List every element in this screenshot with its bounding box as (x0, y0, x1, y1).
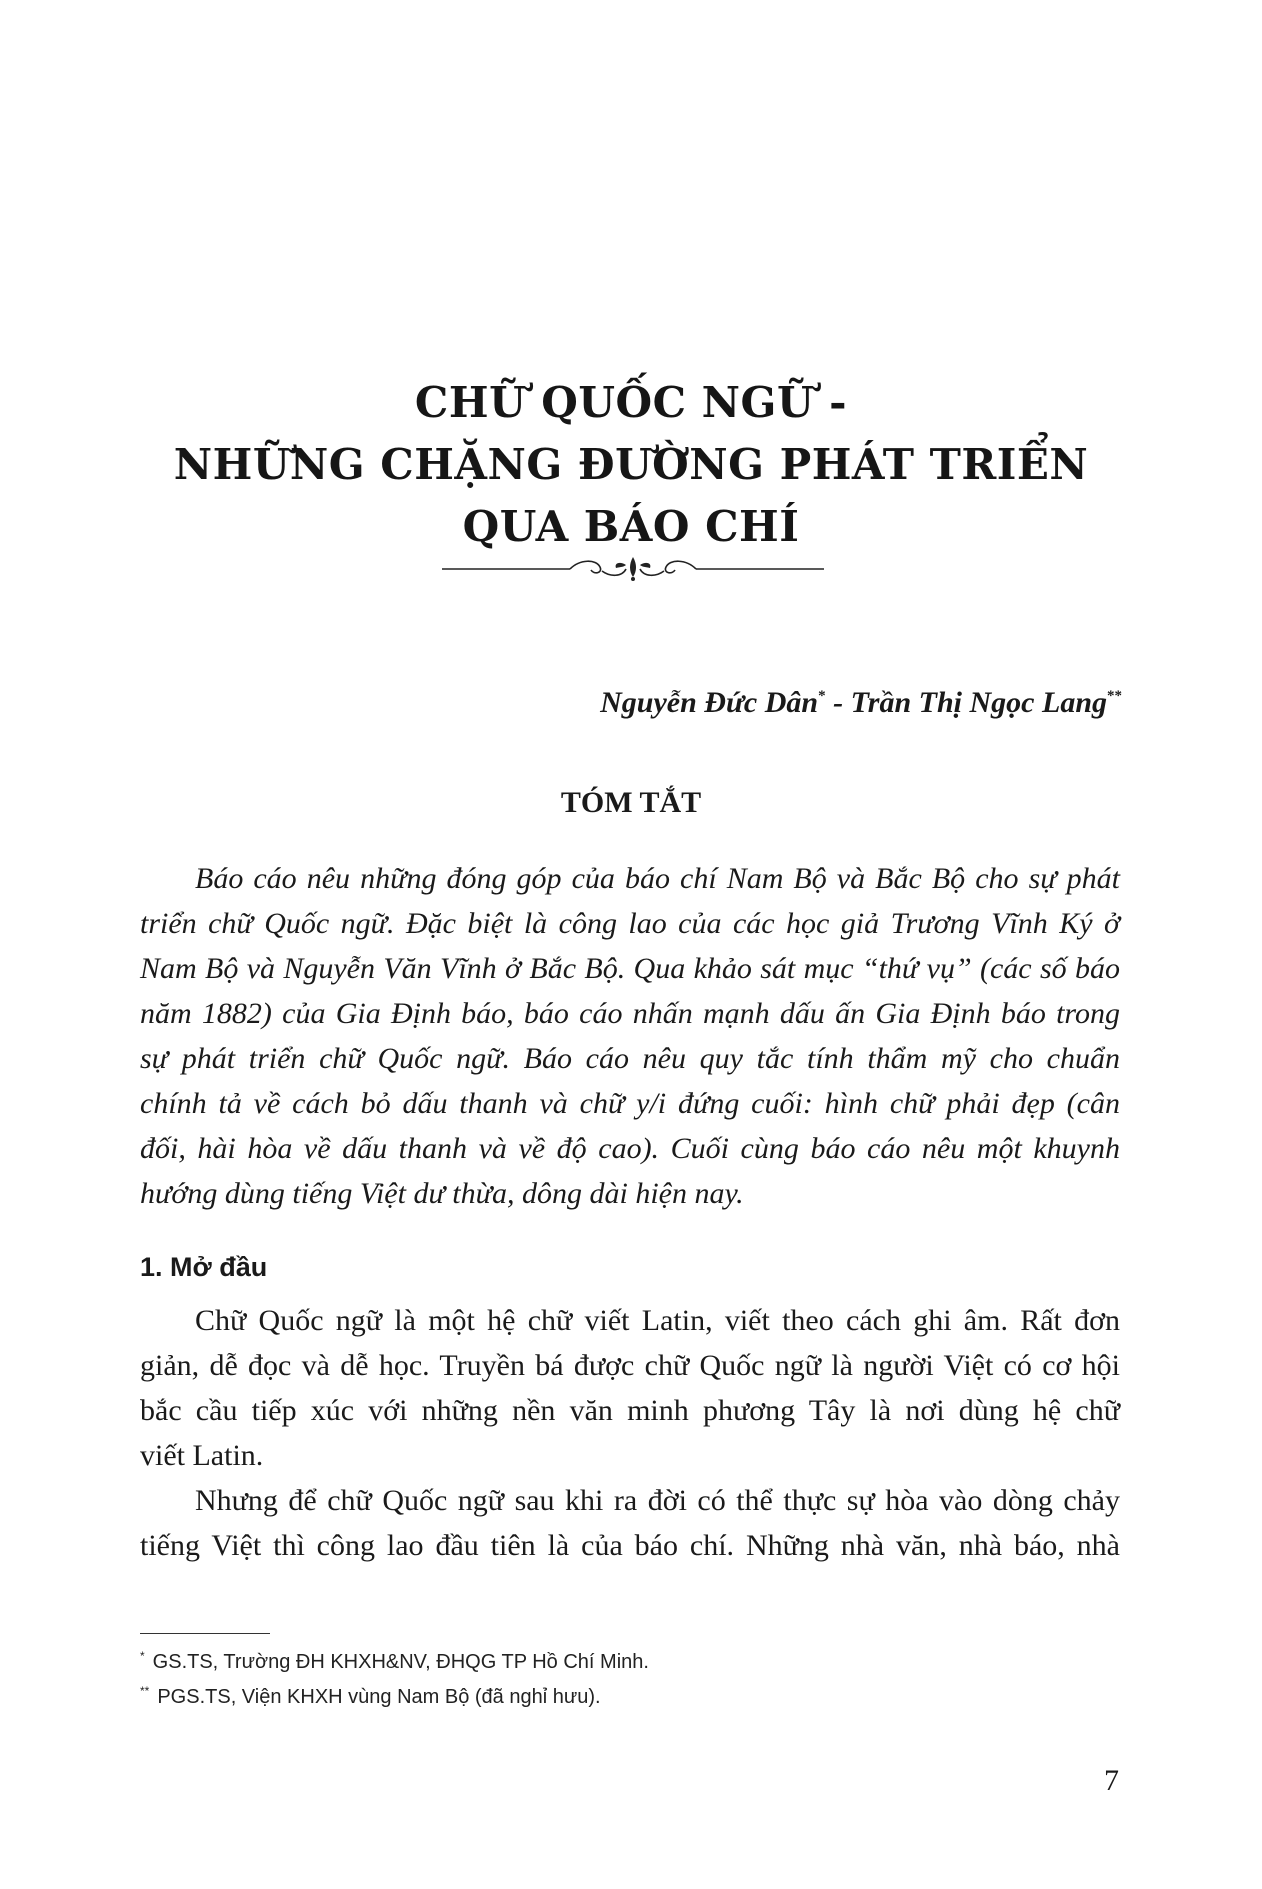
title-line-2: NHỮNG CHẶNG ĐƯỜNG PHÁT TRIỂN (173, 440, 1089, 489)
footnote-1-mark: * (140, 1649, 145, 1663)
paragraph-line: bắc cầu tiếp xúc với những nền văn minh phương Tây là nơi dùng hệ chữ (140, 1394, 1120, 1427)
paragraph-line: viết Latin. (140, 1439, 264, 1472)
paragraph-line: tiếng Việt thì công lao đầu tiên là của báo chí. Những nhà văn, nhà báo, nhà (140, 1529, 1120, 1562)
abstract-line: Nam Bộ và Nguyễn Văn Vĩnh ở Bắc Bộ. Qua khảo sát mục “thứ vụ” (các số báo (140, 952, 1120, 985)
author-1-footnote-mark: * (818, 688, 826, 704)
author-separator: - (825, 686, 851, 719)
paragraph-1 (140, 1298, 1120, 1478)
abstract-body (140, 856, 1120, 1216)
page-number: 7 (1104, 1764, 1119, 1797)
abstract-heading: TÓM TẮT (560, 786, 702, 819)
title-ornament-divider (440, 555, 826, 583)
author-2-footnote-mark: ** (1107, 688, 1122, 704)
section-heading: 1. Mở đầu (140, 1252, 268, 1282)
abstract-line: đối, hài hòa về dấu thanh và về độ cao). Cuối cùng báo cáo nêu một khuynh (140, 1132, 1120, 1165)
article-title (150, 372, 1112, 558)
paragraph-line: giản, dễ đọc và dễ học. Truyền bá được chữ Quốc ngữ là người Việt có cơ hội (140, 1349, 1120, 1382)
abstract-line: sự phát triển chữ Quốc ngữ. Báo cáo nêu quy tắc tính thẩm mỹ cho chuẩn (140, 1042, 1120, 1075)
abstract-line: Báo cáo nêu những đóng góp của báo chí Nam Bộ và Bắc Bộ cho sự phát (195, 862, 1120, 895)
paragraph-line: Chữ Quốc ngữ là một hệ chữ viết Latin, viết theo cách ghi âm. Rất đơn (195, 1304, 1120, 1337)
abstract-line: năm 1882) của Gia Định báo, báo cáo nhấn mạnh dấu ấn Gia Định báo trong (140, 997, 1120, 1030)
abstract-line: triển chữ Quốc ngữ. Đặc biệt là công lao của các học giả Trương Vĩnh Ký ở (140, 907, 1120, 940)
abstract-line: chính tả về cách bỏ dấu thanh và chữ y/i đứng cuối: hình chữ phải đẹp (cân (140, 1087, 1120, 1120)
footnote-separator (140, 1633, 270, 1634)
footnote-1-text: GS.TS, Trường ĐH KHXH&NV, ĐHQG TP Hồ Chí Minh. (152, 1651, 649, 1673)
author-1: Nguyễn Đức Dân (600, 686, 819, 719)
author-line (600, 686, 1122, 720)
footnote-2 (140, 1684, 601, 1709)
abstract-line: hướng dùng tiếng Việt dư thừa, dông dài hiện nay. (140, 1177, 744, 1210)
author-2: Trần Thị Ngọc Lang (850, 686, 1107, 719)
footnote-1 (140, 1649, 649, 1674)
title-line-3: QUA BÁO CHÍ (462, 502, 800, 551)
paragraph-2 (140, 1478, 1120, 1568)
footnote-2-text: PGS.TS, Viện KHXH vùng Nam Bộ (đã nghỉ hưu). (157, 1686, 601, 1708)
footnote-2-mark: ** (140, 1684, 150, 1698)
title-line-1: CHỮ QUỐC NGỮ - (414, 378, 848, 427)
paragraph-line: Nhưng để chữ Quốc ngữ sau khi ra đời có thể thực sự hòa vào dòng chảy (195, 1484, 1120, 1517)
